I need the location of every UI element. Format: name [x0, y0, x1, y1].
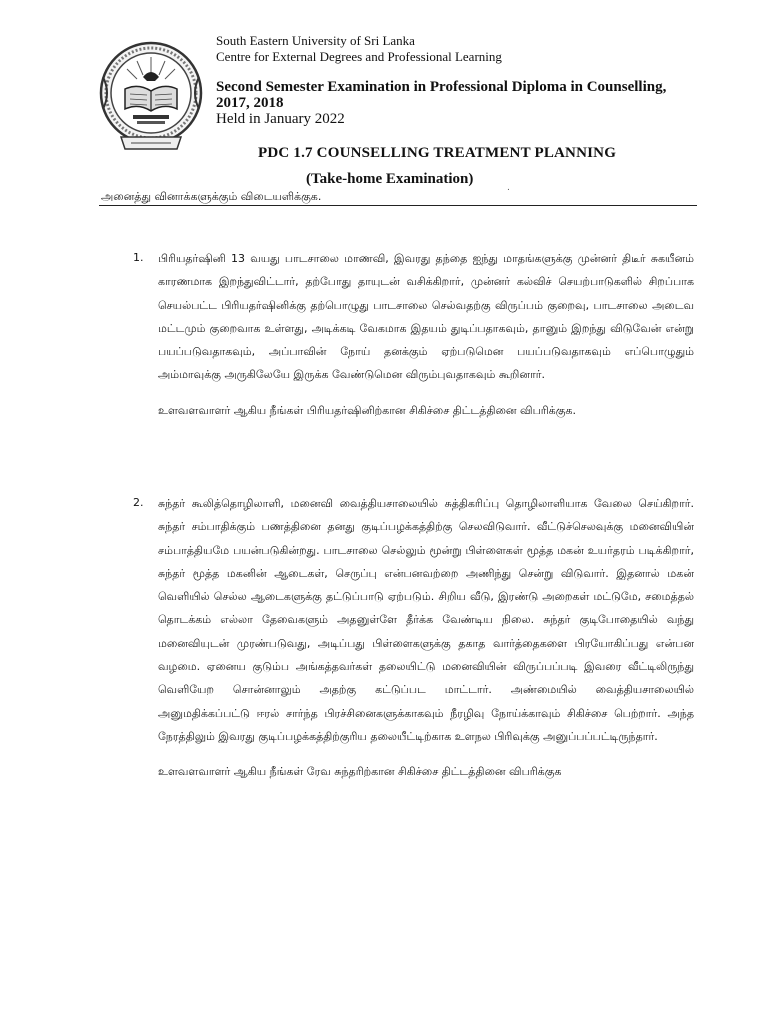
question-number: 1.: [133, 251, 144, 264]
general-instruction: அனைத்து வினாக்களுக்கும் விடையளிக்குக.: [101, 190, 322, 203]
question-body: சுந்தர் கூலித்தொழிலாளி, மனைவி வைத்தியசாலையில் சுத்திகரிப்பு தொழிலாளியாக வேலை செய்கிறார். சுந்தர் சம்பாதிக்கும் பணத்தினை தனது குடிப்பழக்கத்திற்கு செலவிடுவார். வீட்டுச்செலவுக்கு மனைவியின் சம்பாத்தியமே பயன்படுகின்றது. பாடசாலை செல்லும் மூன்று பிள்ளைகள் மூத்த மகன் உயர்தரம் படிக்கிறார், சுந்தர் மூத்த மகனின் ஆடைகள், செருப்பு என்பனவற்றை அணிந்து சென்று விடுவார். இதனால் மகன் வெளியில் செல்ல ஆடைகளுக்கு தட்டுப்பாடு ஏற்படும். சிறிய வீடு, இரண்டு அறைகள் மட்டுமே, சமைத்தல் தொடக்கம் எல்லா தேவைகளும் அதனுள்ளே தீர்க்க வேண்டிய நிலை. சுந்தர் குடிபோதையில் வந்து மனைவியுடன் முரண்படுவது, அடிப்பது பிள்ளைகளுக்கு தகாத வார்த்தைகளை பிரயோகிப்பது என்பன வழமை. ஏனைய குடும்ப அங்கத்தவர்கள் தலையிட்டு மனைவியின் விருப்பப்படி இவரை வீட்டிலிருந்து வெளியேற சொன்னாலும் அதற்கு கட்டுப்பட மாட்டார். அண்மையில் வைத்தியசாலையில் அனுமதிக்கப்பட்டு ஈரல் சார்ந்த பிரச்சினைகளுக்காகவும் நீரழிவு நோய்க்காவும் சிகிச்சை பெற்றார். அந்த நேரத்திலும் இவரது குடிப்பழக்கத்திற்குரிய தலையீட்டிற்காக உளநல பிரிவுக்கு அனுப்பப்பட்டிருந்தார்.: [158, 497, 694, 743]
header-divider: [99, 205, 697, 206]
exam-mode: (Take-home Examination): [306, 171, 474, 187]
question-task: உளவளவாளர் ஆகிய நீங்கள் பிரியதர்ஷினிற்கான சிகிச்சை திட்டத்தினை விபரிக்குக.: [158, 403, 576, 417]
question-number: 2.: [133, 496, 144, 509]
exam-title: Second Semester Examination in Professional Diploma in Counselling, 2017, 2018: [216, 79, 667, 111]
university-seal-icon: [97, 37, 205, 155]
university-name: South Eastern University of Sri Lanka: [216, 33, 415, 48]
exam-header: [216, 79, 686, 127]
question-task: உளவளவாளர் ஆகிய நீங்கள் ரேவ சுந்தரிற்கான சிகிச்சை திட்டத்தினை விபரிக்குக: [158, 765, 562, 779]
question-2: [158, 492, 694, 784]
question-1: [158, 247, 694, 422]
exam-held-date: Held in January 2022: [216, 111, 345, 127]
centre-name: Centre for External Degrees and Professional Learning: [216, 49, 502, 64]
question-body: பிரியதர்ஷினி 13 வயது பாடசாலை மாணவி, இவரது தந்தை ஐந்து மாதங்களுக்கு முன்னர் திடீர் சுகயீனம் காரணமாக இறந்துவிட்டார், தற்போது தாயுடன் வசிக்கிறார், முன்னர் கல்விச் செயற்பாடுகளில் சிறப்பாக செயல்பட்ட பிரியதர்ஷினிக்கு தற்பொழுது பாடசாலை செல்வதற்கு விருப்பம் குறைவு, பாடசாலை அடைவ மட்டமும் குறைவாக உள்ளது, அடிக்கடி வேகமாக இதயம் துடிப்பதாகவும், தானும் இறந்து விடுவேன் என்று பயப்படுவதாகவும், அப்பாவின் நோய் தனக்கும் ஏற்படுமென பயப்படுவதாகவும் எப்பொழுதும் அம்மாவுக்கு அருகிலேயே இருக்க வேண்டுமென விரும்புவதாகவும் கூறினார்.: [158, 252, 694, 382]
stray-mark: .: [507, 183, 510, 193]
course-title: PDC 1.7 COUNSELLING TREATMENT PLANNING: [258, 145, 617, 161]
institution-header: [216, 33, 502, 65]
